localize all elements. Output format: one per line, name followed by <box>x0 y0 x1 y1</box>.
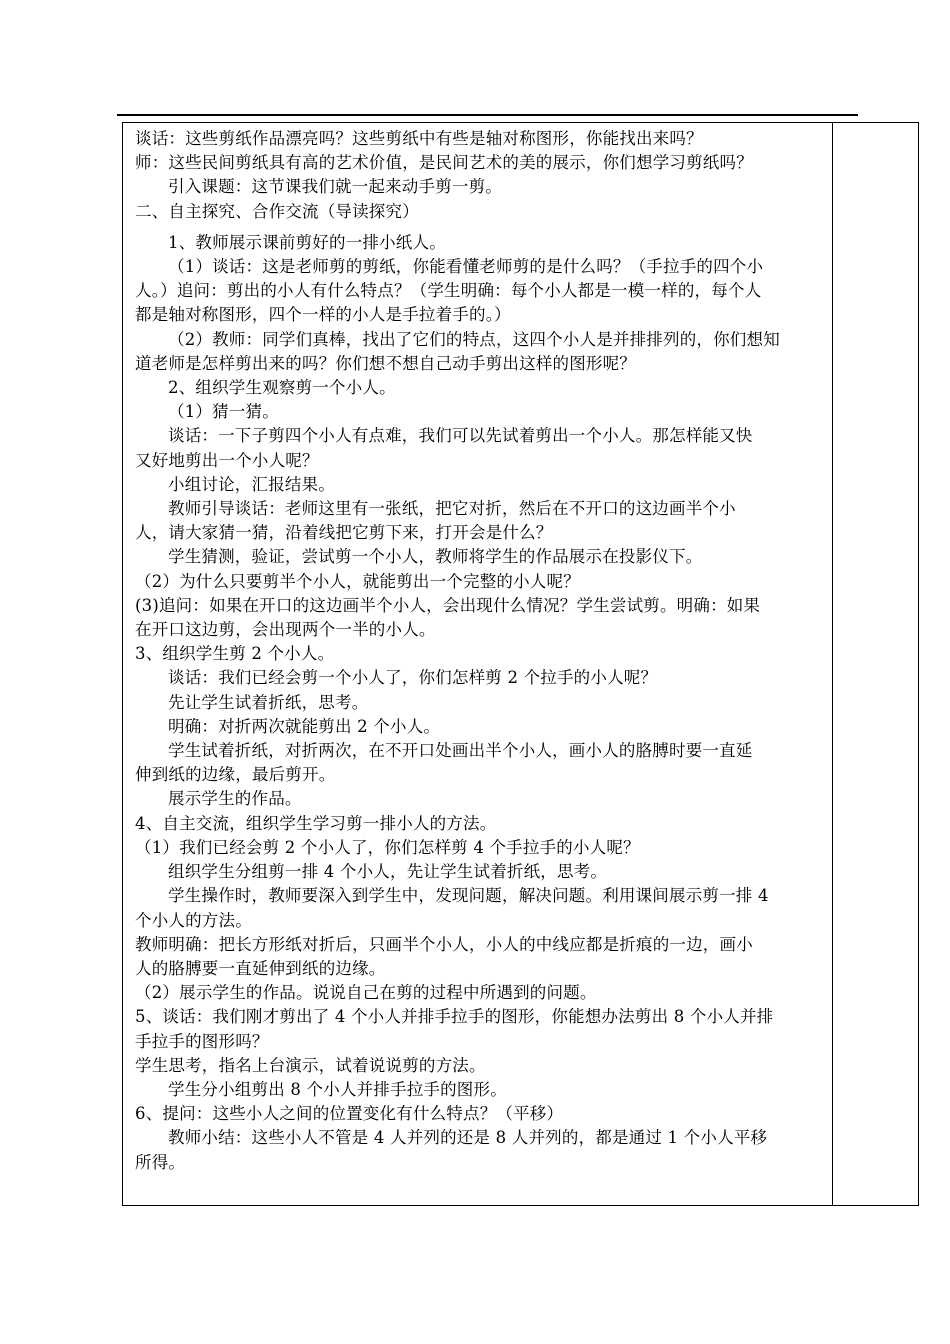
text-line: 个小人的方法。 <box>135 910 252 930</box>
text-line: 伸到纸的边缘，最后剪开。 <box>135 765 336 785</box>
text-line: 谈话：一下子剪四个小人有点难，我们可以先试着剪出一个小人。那怎样能又快 <box>168 426 753 446</box>
text-line: 二、自主探究、合作交流（导读探究） <box>135 201 419 221</box>
text-line: 明确：对折两次就能剪出 2 个小人。 <box>168 716 441 736</box>
text-line: 小组讨论，汇报结果。 <box>168 474 335 494</box>
text-line: 1、教师展示课前剪好的一排小纸人。 <box>168 232 446 252</box>
text-line: 谈话：我们已经会剪一个小人了，你们怎样剪 2 个拉手的小人呢？ <box>168 668 658 688</box>
text-line: （2）展示学生的作品。说说自己在剪的过程中所遇到的问题。 <box>135 983 597 1003</box>
text-line: 手拉手的图形吗？ <box>135 1031 269 1051</box>
text-line: 人。）追问：剪出的小人有什么特点？（学生明确：每个小人都是一模一样的，每个人 <box>135 281 762 301</box>
text-line: 6、提问：这些小人之间的位置变化有什么特点？（平移） <box>135 1104 564 1124</box>
text-line: 又好地剪出一个小人呢？ <box>135 450 319 470</box>
text-line: 人，请大家猜一猜，沿着线把它剪下来，打开会是什么？ <box>135 523 553 543</box>
text-line: 组织学生分组剪一排 4 个小人，先让学生试着折纸，思考。 <box>168 862 608 882</box>
text-line: 5、谈话：我们刚才剪出了 4 个小人并排手拉手的图形，你能想办法剪出 8 个小人并排 <box>135 1007 774 1027</box>
text-line: 都是轴对称图形，四个一样的小人是手拉着手的。） <box>135 305 511 325</box>
text-line: 师：这些民间剪纸具有高的艺术价值，是民间艺术的美的展示，你们想学习剪纸吗？ <box>135 153 753 173</box>
text-line: 学生试着折纸，对折两次，在不开口处画出半个小人，画小人的胳膊时要一直延 <box>168 741 753 761</box>
text-line: 道老师是怎样剪出来的吗？你们想不想自己动手剪出这样的图形呢？ <box>135 353 636 373</box>
text-line: 4、自主交流，组织学生学习剪一排小人的方法。 <box>135 813 497 833</box>
text-line: 教师明确：把长方形纸对折后，只画半个小人，小人的中线应都是折痕的一边，画小 <box>135 934 753 954</box>
text-line: 教师引导谈话：老师这里有一张纸，把它对折，然后在不开口的这边画半个小 <box>168 499 736 519</box>
text-line: （2）教师：同学们真棒，找出了它们的特点，这四个小人是并排排列的，你们想知 <box>168 329 780 349</box>
text-line: 先让学生试着折纸，思考。 <box>168 692 369 712</box>
lesson-table <box>122 122 919 1206</box>
text-line: 引入课题：这节课我们就一起来动手剪一剪。 <box>168 177 502 197</box>
text-line: 谈话：这些剪纸作品漂亮吗？这些剪纸中有些是轴对称图形，你能找出来吗？ <box>135 129 703 148</box>
header-rule <box>117 114 858 116</box>
lesson-content-cell <box>135 127 827 1175</box>
text-line: 2、组织学生观察剪一个小人。 <box>168 378 396 398</box>
text-line: （1）我们已经会剪 2 个小人了，你们怎样剪 4 个手拉手的小人呢？ <box>135 837 640 857</box>
text-line: （1）猜一猜。 <box>168 402 279 422</box>
text-line: （1）谈话：这是老师剪的剪纸，你能看懂老师剪的是什么吗？（手拉手的四个小 <box>168 257 764 277</box>
text-line: 3、组织学生剪 2 个小人。 <box>135 644 335 664</box>
text-line: 学生分小组剪出 8 个小人并排手拉手的图形。 <box>168 1079 507 1099</box>
text-line: 学生思考，指名上台演示，试着说说剪的方法。 <box>135 1055 486 1075</box>
text-line: (3)追问：如果在开口的这边画半个小人，会出现什么情况？学生尝试剪。明确：如果 <box>135 595 761 615</box>
text-line: 所得。 <box>135 1152 186 1172</box>
text-line: 在开口这边剪，会出现两个一半的小人。 <box>135 620 436 640</box>
text-line: 学生操作时，教师要深入到学生中，发现问题，解决问题。利用课间展示剪一排 4 <box>168 886 769 906</box>
text-line: 教师小结：这些小人不管是 4 人并列的还是 8 人并列的，都是通过 1 个小人平移 <box>168 1128 768 1148</box>
text-line: 学生猜测，验证，尝试剪一个小人，教师将学生的作品展示在投影仪下。 <box>168 547 703 567</box>
text-line: （2）为什么只要剪半个小人，就能剪出一个完整的小人呢？ <box>135 571 580 591</box>
text-line: 人的胳膊要一直延伸到纸的边缘。 <box>135 958 386 978</box>
table-column-divider <box>832 123 833 1205</box>
text-line: 展示学生的作品。 <box>168 789 302 809</box>
